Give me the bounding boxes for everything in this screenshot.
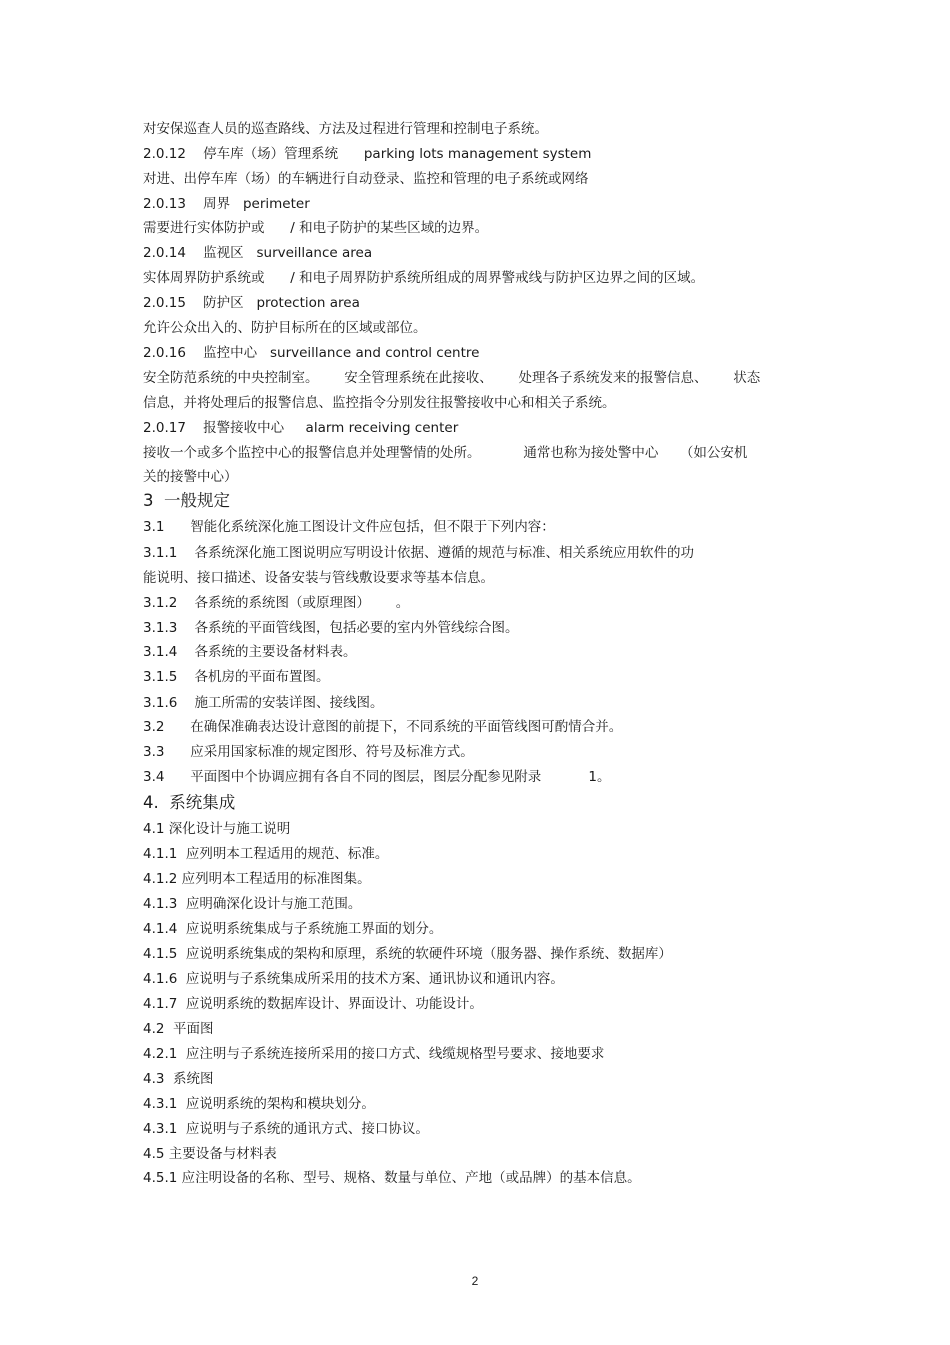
text-line: 3.1.1 各系统深化施工图说明应写明设计依据、遵循的规范与标准、相关系统应用软件的功 — [143, 545, 695, 561]
text-line: 需要进行实体防护或 / 和电子防护的某些区域的边界。 — [143, 220, 489, 236]
term-heading: 2.0.13 周界 perimeter — [143, 196, 310, 212]
text-line: 4.3.1 应说明系统的架构和模块划分。 — [143, 1096, 375, 1112]
text-line: 接收一个或多个监控中心的报警信息并处理警情的处所。 通常也称为接处警中心 （如公安机 — [143, 445, 748, 461]
text-line: 关的接警中心） — [143, 469, 238, 485]
text-line: 3.3 应采用国家标准的规定图形、符号及标准方式。 — [143, 744, 474, 760]
term-heading: 2.0.14 监视区 surveillance area — [143, 245, 373, 261]
text-line: 4.2.1 应注明与子系统连接所采用的接口方式、线缆规格型号要求、接地要求 — [143, 1046, 605, 1062]
text-line: 3.2 在确保准确表达设计意图的前提下，不同系统的平面管线图可酌情合并。 — [143, 719, 623, 735]
text-line: 能说明、接口描述、设备安装与管线敷设要求等基本信息。 — [143, 570, 494, 586]
text-line: 对安保巡查人员的巡查路线、方法及过程进行管理和控制电子系统。 — [143, 121, 548, 137]
text-line: 3.1.4 各系统的主要设备材料表。 — [143, 644, 357, 660]
term-heading: 2.0.16 监控中心 surveillance and control centre — [143, 345, 480, 361]
text-line: 3.1.2 各系统的系统图（或原理图） 。 — [143, 595, 410, 611]
term-heading: 2.0.15 防护区 protection area — [143, 295, 360, 311]
text-line: 4.1.1 应列明本工程适用的规范、标准。 — [143, 846, 389, 862]
text-line: 4.5.1 应注明设备的名称、型号、规格、数量与单位、产地（或品牌）的基本信息。 — [143, 1170, 641, 1186]
text-line: 3.1.6 施工所需的安装详图、接线图。 — [143, 695, 384, 711]
section-heading: 4. 系统集成 — [143, 793, 236, 812]
text-line: 信息，并将处理后的报警信息、监控指令分别发往报警接收中心和相关子系统。 — [143, 395, 616, 411]
text-line: 3.4 平面图中个协调应拥有各自不同的图层，图层分配参见附录 1。 — [143, 769, 611, 785]
text-line: 4.3.1 应说明与子系统的通讯方式、接口协议。 — [143, 1121, 429, 1137]
text-line: 4.1.2 应列明本工程适用的标准图集。 — [143, 871, 371, 887]
term-heading: 2.0.12 停车库（场）管理系统 parking lots management system — [143, 146, 592, 162]
text-line: 4.1.4 应说明系统集成与子系统施工界面的划分。 — [143, 921, 443, 937]
text-line: 允许公众出入的、防护目标所在的区域或部位。 — [143, 320, 427, 336]
text-line: 4.1.5 应说明系统集成的架构和原理，系统的软硬件环境（服务器、操作系统、数据库） — [143, 946, 672, 962]
subsection-heading: 4.3 系统图 — [143, 1071, 214, 1087]
subsection-heading: 4.5 主要设备与材料表 — [143, 1146, 277, 1162]
text-line: 安全防范系统的中央控制室。 安全管理系统在此接收、 处理各子系统发来的报警信息、 状态 — [143, 370, 761, 386]
text-line: 实体周界防护系统或 / 和电子周界防护系统所组成的周界警戒线与防护区边界之间的区域。 — [143, 270, 705, 286]
subsection-heading: 4.1 深化设计与施工说明 — [143, 821, 291, 837]
subsection-heading: 4.2 平面图 — [143, 1021, 214, 1037]
text-line: 3.1.3 各系统的平面管线图，包括必要的室内外管线综合图。 — [143, 620, 519, 636]
page-number: 2 — [471, 1274, 479, 1288]
text-line: 4.1.3 应明确深化设计与施工范围。 — [143, 896, 362, 912]
text-line: 3.1.5 各机房的平面布置图。 — [143, 669, 330, 685]
section-heading: 3 一般规定 — [143, 491, 230, 510]
text-line: 4.1.6 应说明与子系统集成所采用的技术方案、通讯协议和通讯内容。 — [143, 971, 564, 987]
term-heading: 2.0.17 报警接收中心 alarm receiving center — [143, 420, 459, 436]
text-line: 对进、出停车库（场）的车辆进行自动登录、监控和管理的电子系统或网络 — [143, 171, 589, 187]
text-line: 4.1.7 应说明系统的数据库设计、界面设计、功能设计。 — [143, 996, 483, 1012]
text-line: 3.1 智能化系统深化施工图设计文件应包括，但不限于下列内容： — [143, 519, 555, 535]
